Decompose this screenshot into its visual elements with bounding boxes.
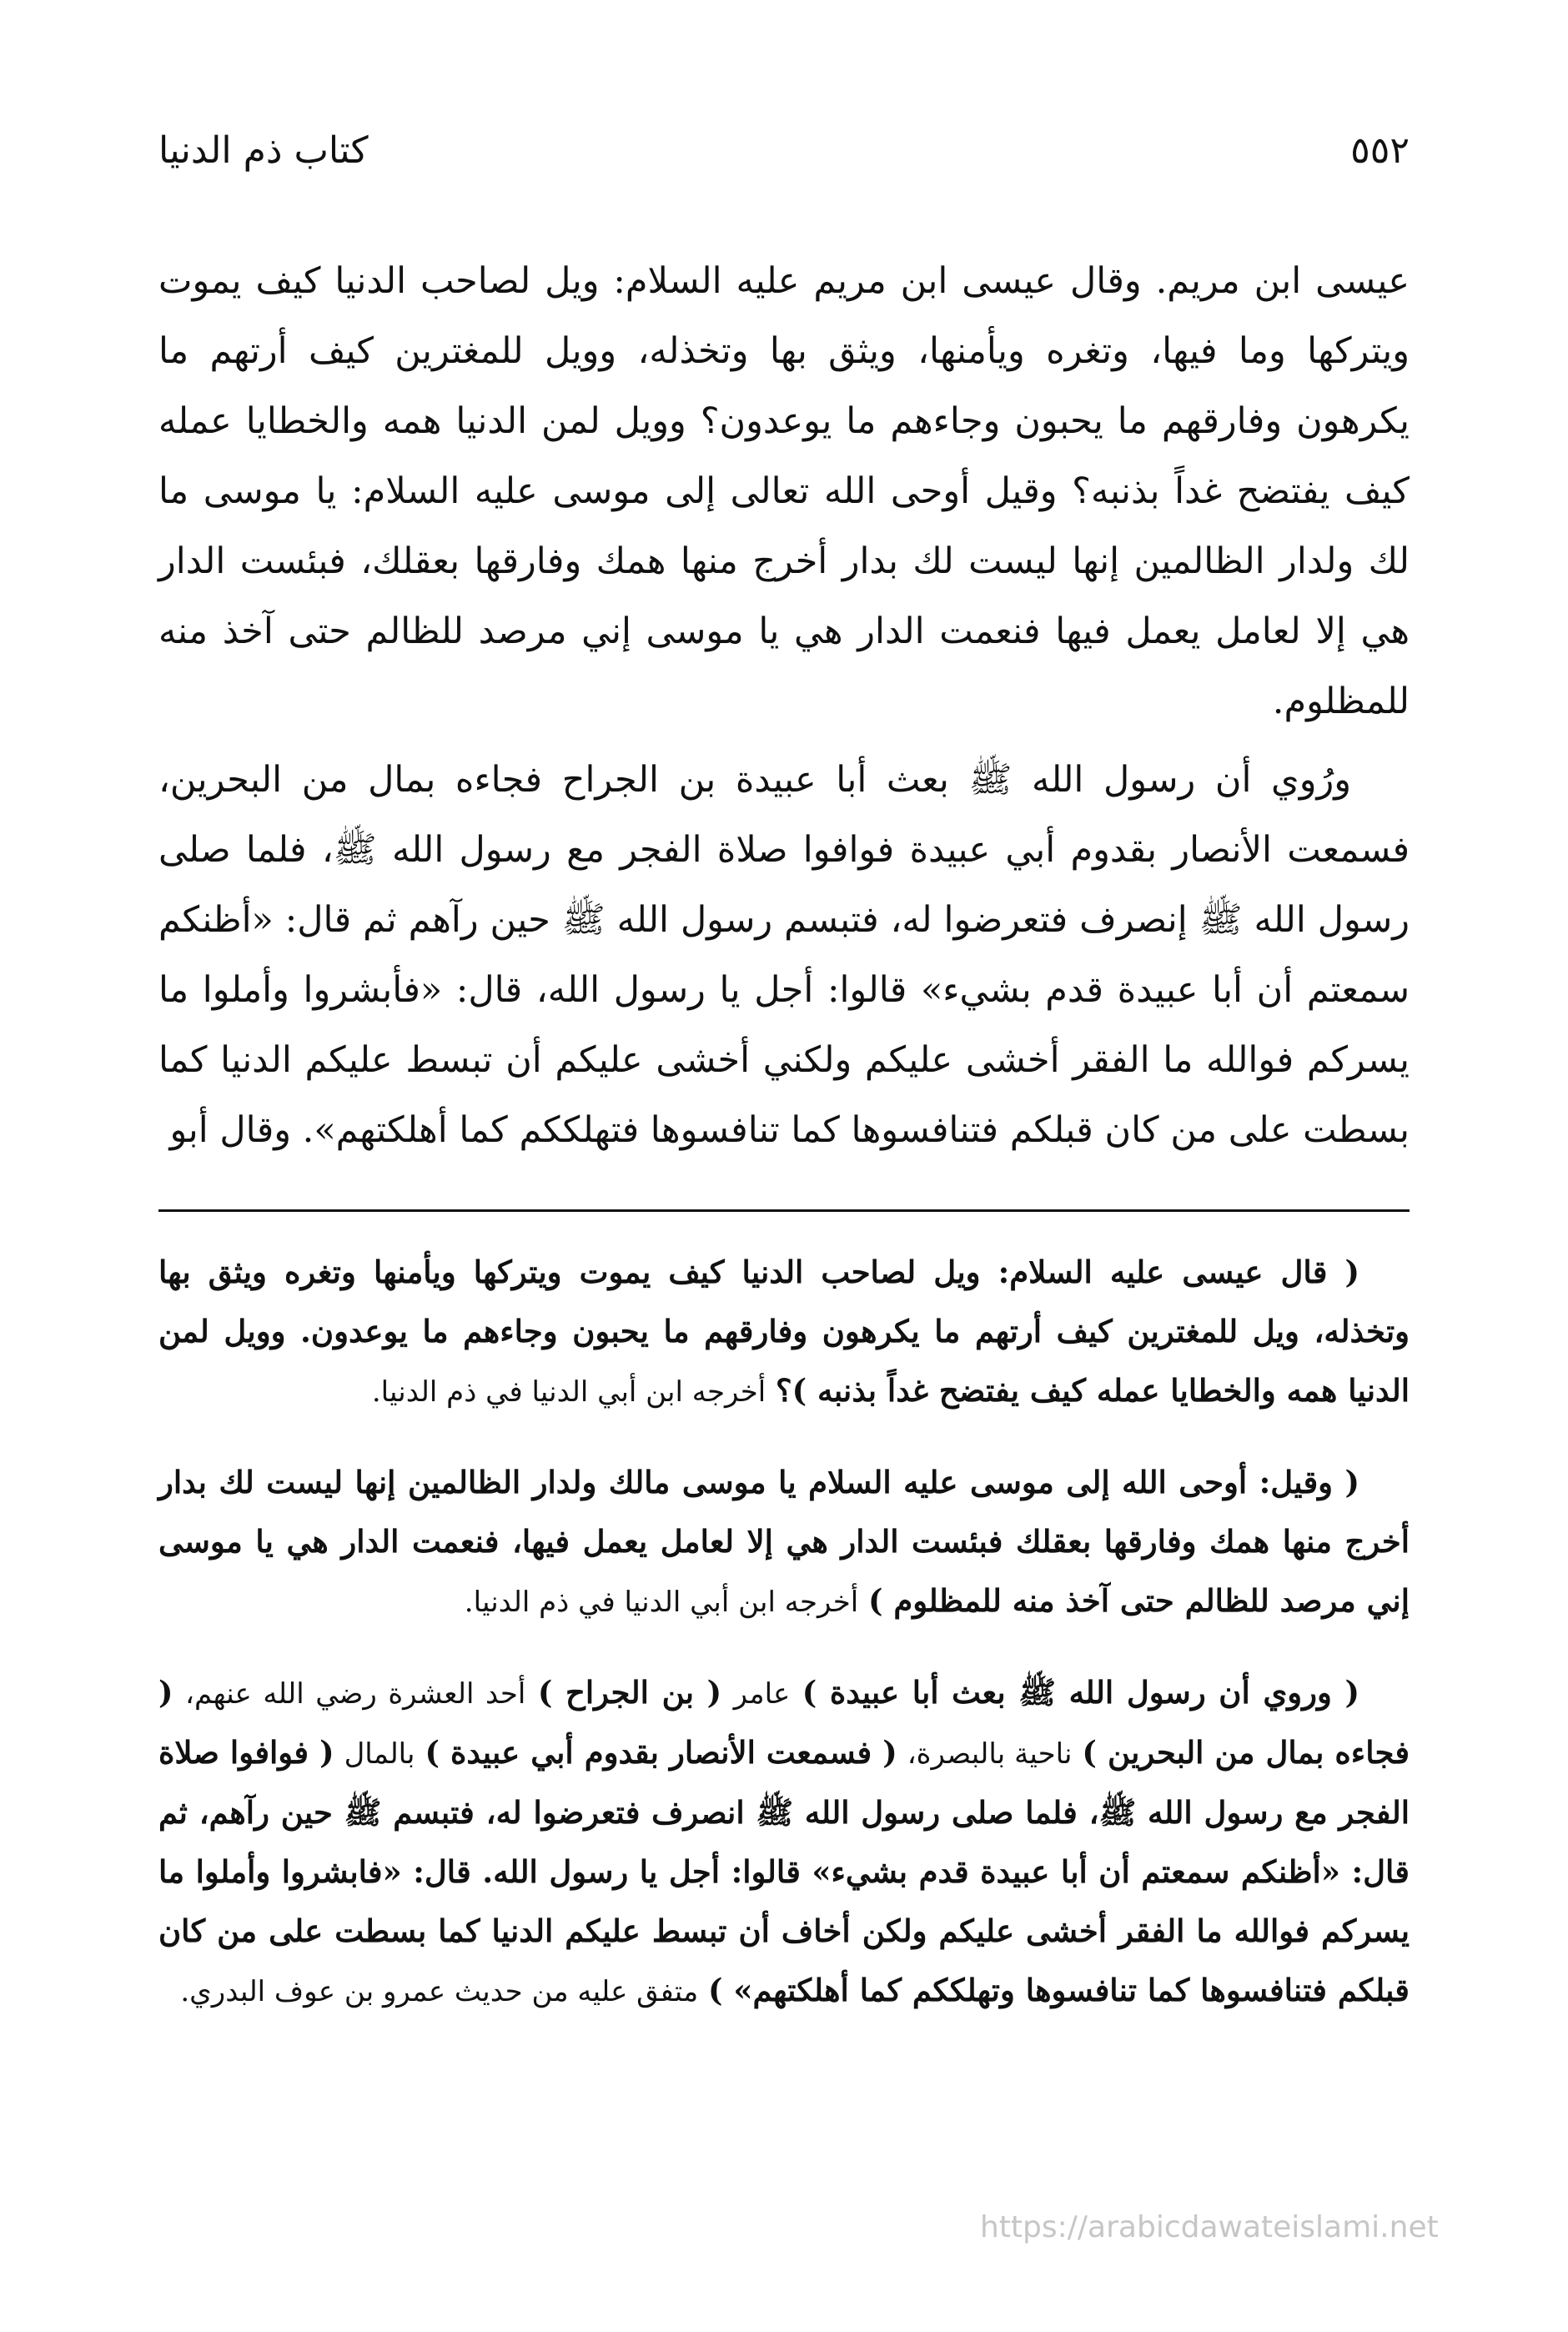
page-header <box>158 121 1410 179</box>
commentary-note-1 <box>158 1243 1410 1421</box>
quoted-text: ( قال عيسى عليه السلام: ويل لصاحب الدنيا كيف يموت ويتركها ويأمنها وتغره ويثق بها وتخذله، ويل للمغترين كيف أرتهم ما يكرهون وفارقهم ما يحبون وجاءهم ما يوعدون. وويل لمن الدنيا همه والخطايا عمله كيف يفتضح غداً بذنبه )؟ <box>158 1254 1410 1409</box>
source-citation: أخرجه ابن أبي الدنيا في ذم الدنيا. <box>371 1375 766 1409</box>
gloss-text: عامر <box>733 1677 791 1711</box>
running-title: كتاب ذم الدنيا <box>158 128 369 172</box>
quoted-text: ( بن الجراح ) <box>537 1674 722 1711</box>
gloss-text: ناحية بالبصرة، <box>907 1737 1073 1771</box>
main-paragraph-2: ورُوي أن رسول الله ﷺ بعث أبا عبيدة بن الجراح فجاءه بمال من البحرين، فسمعت الأنصار بقدوم أبي عبيدة فوافوا صلاة الفجر مع رسول الله ﷺ، فلما صلى رسول الله ﷺ إنصرف فتعرضوا له، فتبسم رسول الله ﷺ حين رآهم ثم قال: «أظنكم سمعتم أن أبا عبيدة قدم بشيء» قالوا: أجل يا رسول الله، قال: «فأبشروا وأملوا ما يسركم فوالله ما الفقر أخشى عليكم ولكني أخشى عليكم أن تبسط عليكم الدنيا كما بسطت على من كان قبلكم فتنافسوها كما تنافسوها فتهلككم كما أهلكتهم». وقال أبو <box>158 759 1410 1151</box>
quoted-text: ( وقيل: أوحى الله إلى موسى عليه السلام يا موسى مالك ولدار الظالمين إنها ليست لك بدار أخرج منها همك وفارقها بعقلك فبئست الدار هي إلا لعامل يعمل فيها، فنعمت الدار هي يا موسى إني مرصد للظالم حتى آخذ منه للمظلوم ) <box>158 1464 1410 1619</box>
gloss-text: بالمال <box>344 1737 415 1771</box>
source-citation: متفق عليه من حديث عمرو بن عوف البدري. <box>180 1975 699 2008</box>
quoted-text: ( فجاءه بمال من البحرين ) <box>158 1674 1410 1771</box>
main-paragraph-1: عيسى ابن مريم. وقال عيسى ابن مريم عليه السلام: ويل لصاحب الدنيا كيف يموت ويتركها وما فيها، وتغره ويأمنها، ويثق بها وتخذله، وويل للمغترين كيف أرتهم ما يكرهون وفارقهم ما يحبون وجاءهم ما يوعدون؟ وويل لمن الدنيا همه والخطايا عمله كيف يفتضح غداً بذنبه؟ وقيل أوحى الله تعالى إلى موسى عليه السلام: يا موسى ما لك ولدار الظالمين إنها ليست لك بدار أخرج منها همك وفارقها بعقلك، فبئست الدار هي إلا لعامل يعمل فيها فنعمت الدار هي يا موسى إني مرصد للظالم حتى آخذ منه للمظلوم. <box>158 260 1410 722</box>
main-text <box>158 246 1410 1165</box>
quoted-text: ( فوافوا صلاة الفجر مع رسول الله ﷺ، فلما صلى رسول الله ﷺ انصرف فتعرضوا له، فتبسم ﷺ حين رآهم، ثم قال: «أظنكم سمعتم أن أبا عبيدة قدم بشيء» قالوا: أجل يا رسول الله. قال: «فابشروا وأملوا ما يسركم فوالله ما الفقر أخشى عليكم ولكن أخاف أن تبسط عليكم الدنيا كما بسطت على من كان قبلكم فتنافسوها كما تنافسوها وتهلككم كما أهلكتهم» ) <box>158 1734 1410 2008</box>
quoted-text: ( فسمعت الأنصار بقدوم أبي عبيدة ) <box>425 1734 897 1771</box>
watermark-url: https://arabicdawateislami.net <box>980 2210 1439 2244</box>
gloss-text: أحد العشرة رضي الله عنهم، <box>185 1677 526 1711</box>
source-citation: أخرجه ابن أبي الدنيا في ذم الدنيا. <box>464 1586 859 1619</box>
commentary <box>158 1243 1410 2053</box>
page-number: ٥٥٢ <box>1350 128 1410 172</box>
footnote-divider <box>158 1209 1410 1212</box>
commentary-note-2 <box>158 1453 1410 1631</box>
quoted-text: ( وروي أن رسول الله ﷺ بعث أبا عبيدة ) <box>802 1674 1360 1711</box>
commentary-note-3 <box>158 1663 1410 2021</box>
